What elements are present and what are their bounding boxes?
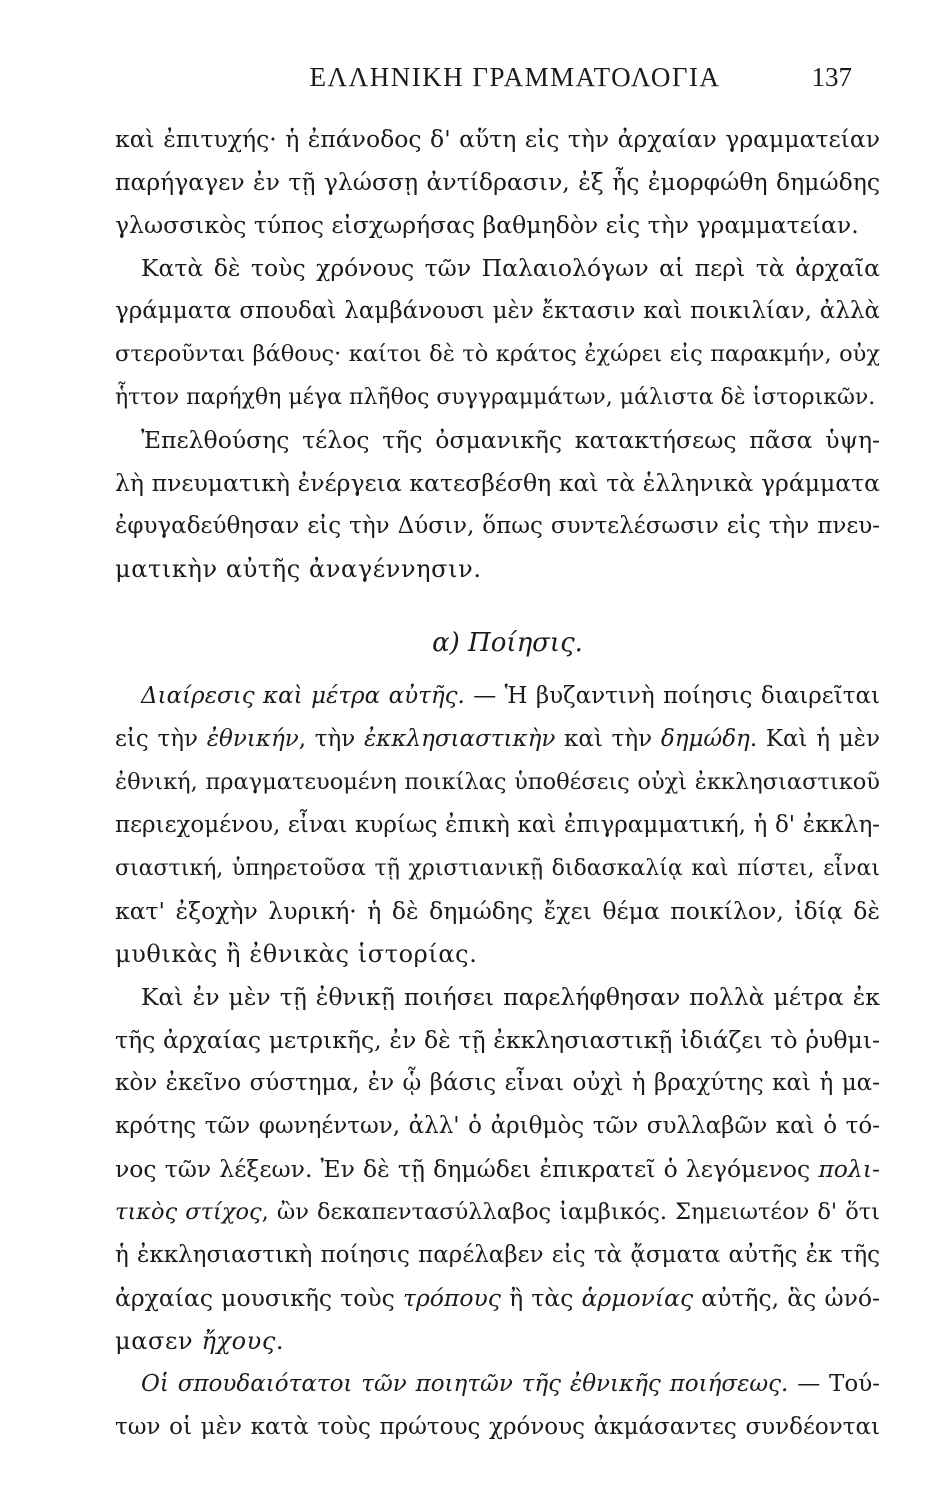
- text-line: παρήγαγεν ἐν τῇ γλώσσῃ ἀντίδρασιν, ἐξ ἧς ἐμορφώθη δημώδης: [115, 168, 880, 196]
- text-run: αὐτῆς, ἃς ὠνό-: [693, 1284, 880, 1312]
- text-line: στεροῦνται βάθους· καίτοι δὲ τὸ κράτος ἐχώρει εἰς παρακμήν, οὐχ: [115, 341, 880, 367]
- text-run: — Ἡ βυζαντινὴ ποίησις διαιρεῖται: [464, 683, 880, 709]
- text-line: [115, 1148, 880, 1191]
- paragraph-lead: Οἱ σπουδαιότατοι τῶν ποιητῶν τῆς ἐθνικῆς ποιήσεως.: [141, 1371, 789, 1397]
- text-line: μυθικὰς ἢ ἐθνικὰς ἱστορίας.: [115, 940, 478, 968]
- text-line: Καὶ ἐν μὲν τῇ ἐθνικῇ ποιήσει παρελήφθησαν πολλὰ μέτρα ἐκ: [141, 983, 880, 1011]
- text-run: ἢ τὰς: [500, 1284, 582, 1312]
- text-line: σιαστική, ὑπηρετοῦσα τῇ χριστιανικῇ διδασκαλίᾳ καὶ πίστει, εἶναι: [115, 856, 880, 881]
- text-line: [115, 1191, 880, 1234]
- text-line: Κατὰ δὲ τοὺς χρόνους τῶν Παλαιολόγων αἱ περὶ τὰ ἀρχαῖα: [141, 254, 880, 282]
- text-run: , τὴν: [298, 726, 364, 752]
- text-line: Ἐπελθούσης τέλος τῆς ὀσμανικῆς κατακτήσεως πᾶσα ὑψη-: [141, 426, 880, 454]
- text-line: ἧττον παρήχθη μέγα πλῆθος συγγραμμάτων, μάλιστα δὲ ἱστορικῶν.: [115, 385, 876, 410]
- section-heading: α) Ποίησις.: [432, 628, 583, 658]
- text-line: ἐφυγαδεύθησαν εἰς τὴν Δύσιν, ὅπως συντελέσωσιν εἰς τὴν πνευ-: [115, 513, 880, 539]
- body-text: [115, 118, 880, 1449]
- text-line: [115, 718, 880, 761]
- text-run: — Τού-: [788, 1371, 880, 1397]
- text-line: τῆς ἀρχαίας μετρικῆς, ἐν δὲ τῇ ἐκκλησιαστικῇ ἰδιάζει τὸ ῥυθμι-: [115, 1026, 880, 1054]
- text-line: [115, 1363, 880, 1406]
- emphasis: τικὸς στίχος: [115, 1199, 262, 1225]
- text-run: .: [275, 1327, 285, 1355]
- emphasis: δημώδη: [660, 726, 750, 752]
- text-line: [115, 1277, 880, 1320]
- text-run: καὶ τὴν: [555, 726, 661, 752]
- text-line: ἡ ἐκκλησιαστικὴ ποίησις παρέλαβεν εἰς τὰ ᾄσματα αὐτῆς ἐκ τῆς: [115, 1242, 880, 1268]
- text-line: γλωσσικὸς τύπος εἰσχωρήσας βαθμηδὸν εἰς τὴν γραμματείαν.: [115, 211, 859, 239]
- text-run: , ὢν δεκαπεντασύλλαβος ἰαμβικός. Σημειωτέον δ' ὅτι: [261, 1199, 881, 1225]
- text-run: μασεν: [115, 1327, 202, 1355]
- running-head: [110, 62, 880, 102]
- running-title: ΕΛΛΗΝΙΚΗ ΓΡΑΜΜΑΤΟΛΟΓΙΑ: [309, 62, 721, 92]
- emphasis: ἤχους: [201, 1327, 276, 1355]
- text-line: κρότης τῶν φωνηέντων, ἀλλ' ὁ ἀριθμὸς τῶν συλλαβῶν καὶ ὁ τό-: [115, 1113, 880, 1139]
- paragraph-lead: Διαίρεσις καὶ μέτρα αὐτῆς.: [141, 683, 465, 709]
- emphasis: ἐθνικήν: [206, 726, 299, 752]
- emphasis: πολι-: [818, 1155, 880, 1183]
- text-run: εἰς τὴν: [115, 726, 207, 752]
- text-run: νος τῶν λέξεων. Ἐν δὲ τῇ δημώδει ἐπικρατεῖ ὁ λεγόμενος: [115, 1155, 819, 1183]
- text-line: περιεχομένου, εἶναι κυρίως ἐπικὴ καὶ ἐπιγραμματική, ἡ δ' ἐκκλη-: [115, 812, 880, 838]
- text-run: . Καὶ ἡ μὲν: [749, 726, 881, 752]
- text-line: λὴ πνευματικὴ ἐνέργεια κατεσβέσθη καὶ τὰ ἑλληνικὰ γράμματα: [115, 469, 880, 497]
- emphasis: τρόπους: [402, 1284, 501, 1312]
- spacer: [115, 591, 880, 611]
- text-line: των οἱ μὲν κατὰ τοὺς πρώτους χρόνους ἀκμάσαντες συνδέονται: [115, 1414, 880, 1440]
- emphasis: ἐκκλησιαστικὴν: [363, 726, 556, 752]
- page-number: 137: [811, 62, 852, 92]
- text-line: κὸν ἐκεῖνο σύστημα, ἐν ᾧ βάσις εἶναι οὐχὶ ἡ βραχύτης καὶ ἡ μα-: [115, 1070, 880, 1096]
- text-line: καὶ ἐπιτυχής· ἡ ἐπάνοδος δ' αὕτη εἰς τὴν ἀρχαίαν γραμματείαν: [115, 125, 880, 153]
- text-line: ματικὴν αὐτῆς ἀναγέννησιν.: [115, 555, 482, 583]
- emphasis: ἁρμονίας: [581, 1284, 694, 1312]
- text-line: γράμματα σπουδαὶ λαμβάνουσι μὲν ἔκτασιν καὶ ποικιλίαν, ἀλλὰ: [115, 298, 880, 324]
- text-line: ἐθνική, πραγματευομένη ποικίλας ὑποθέσεις οὐχὶ ἐκκλησιαστικοῦ: [115, 769, 880, 795]
- text-line: κατ' ἐξοχὴν λυρική· ἡ δὲ δημώδης ἔχει θέμα ποικίλον, ἰδίᾳ δὲ: [115, 897, 880, 925]
- text-line: [115, 675, 880, 718]
- text-line: [115, 1320, 880, 1363]
- text-run: ἀρχαίας μουσικῆς τοὺς: [115, 1284, 403, 1312]
